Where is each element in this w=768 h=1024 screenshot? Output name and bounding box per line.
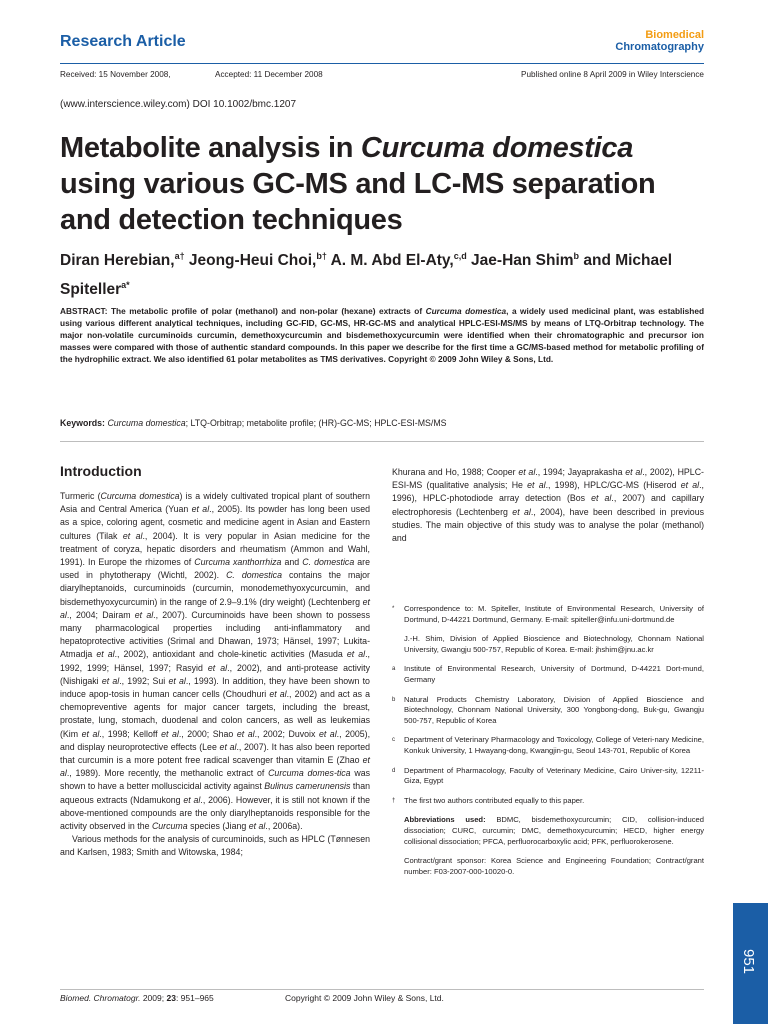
author-affiliation-mark: c,d: [453, 251, 467, 261]
abstract: [60, 305, 704, 365]
article-title: [60, 130, 710, 238]
accepted-date: Accepted: 11 December 2008: [215, 70, 323, 79]
section-divider: [60, 441, 704, 442]
footnote-affiliation-c: [392, 735, 704, 756]
footnote-affiliation-d: [392, 766, 704, 787]
intro-paragraph-continued: Khurana and Ho, 1988; Cooper et al., 1994; Jayaprakasha et al., 2002), HPLC-ESI-MS (qualitative analysis; He et al., 1998), HPLC/GC-MS (Hiserod et al., 1996), HPLC-photodiode array detection (Bos et al., 2007) and capillary electrophoresis (Lechtenberg et al., 2004), have been described in previous studies. The main objective of this study was to analyse the polar (methanol) and: [392, 467, 704, 544]
title-species: Curcuma domestica: [360, 132, 634, 164]
footnote-text: The first two authors contributed equally to this paper.: [404, 795, 585, 805]
body-column-left: [60, 490, 370, 860]
footnote-mark: †: [392, 797, 396, 804]
footnote-text: Correspondence to: M. Spiteller, Institute of Environmental Research, University of Dortmund, D-44221 Dortmund, Germany. E-mail: spiteller@infu.uni-dortmund.de: [404, 604, 704, 624]
footer-copyright: Copyright © 2009 John Wiley & Sons, Ltd.: [285, 993, 444, 1003]
journal-logo: [615, 29, 704, 53]
abstract-species: Curcuma domestica: [425, 306, 507, 316]
footnote-shim: J.-H. Shim, Division of Applied Bioscience and Biotechnology, Chonnam National University, Gwangju 500-757, Republic of Korea. E-mail: jhshim@jnu.ac.kr: [404, 634, 704, 654]
footnote-equal-contribution: [392, 796, 704, 807]
footnote-abbreviations: [392, 815, 704, 847]
intro-paragraph-1: Turmeric (Curcuma domestica) is a widely cultivated tropical plant of southern Asia and Central America (Yuan et al., 2005). Its powder has long been used as a spice, coloring agent, cosmetic and medicine agent in Asian and Eastern cultures (Tilak et al., 2004). It is very popular in Asian medicine for the treatment of coryza, hepatic disorders and rheumatism (Ammon and Wahl, 1991). In Europe the rhizomes of Curcuma xanthorrhiza and C. domestica are used in phytotherapy (Wichtl, 2002). C. domestica contains the major diarylheptanoids, curcuminoids (curcumin, monodemethyoxycurcumin, and bisdemethyoxycurcumin) in the range of 2.9–9.1% (dry weight) (Lechtenberg et al., 2004; Dairam et al., 2007). Curcuminoids have been shown to possess many pharmacological properties including anti-inflammatory and hepatoprotective activities (Srimal and Dhawan, 1973; Hänsel, 1997; Lukita-Atmadja et al., 2002), antioxidant and chole-kinetic activities (Masuda et al., 1992, 1999; Hänsel, 1997; Rasyid et al., 2002), and anti-protease activity (Nishigaki et al., 1992; Sui et al., 1993). In addition, they have been shown to induce apop-tosis in human cancer cells (Choudhuri et al., 2002) and act as a chemopreventive agents for major cancer targets, including the breast, prostate, lung, stomach, duodenal and colon cancers, as well as leukemias (Kim et al., 1998; Kelloff et al., 2000; Shao et al., 2002; Duvoix et al., 2005), and display neuroprotective effects (Lee et al., 2007). It has also been reported that curcumin is a more potent free radical scavenger than vitamin E (Zhao et al., 1989). More recently, the methanolic extract of Curcuma domes-tica was shown to have a better molluscicidal activity against Bulinus camerunensis than aqueous extracts (Ndamukong et al., 2006). However, it is still not known if the above-mentioned compounds are the only diarylheptanoids responsible for the activity observed in the Curcuma species (Jiang et al., 2006a).: [60, 491, 371, 832]
author-affiliation-mark: a*: [121, 280, 130, 290]
doi-line[interactable]: (www.interscience.wiley.com) DOI 10.1002/bmc.1207: [60, 99, 297, 110]
title-part2: using various GC-MS and LC-MS separation and detection techniques: [60, 168, 656, 236]
keywords-label: Keywords:: [60, 418, 105, 428]
footnote-correspondence: [392, 604, 704, 625]
footnotes: [392, 604, 704, 886]
received-date: Received: 15 November 2008,: [60, 70, 171, 79]
footnote-mark: c: [392, 737, 395, 744]
footnote-text: Natural Products Chemistry Laboratory, Division of Applied Bioscience and Biotechnology, Chonnam National University, 300 Yongbong-dong, Buk-gu, Gwangju 500-757, Republic of Korea: [404, 694, 704, 725]
abbreviations-label: Abbreviations used:: [404, 815, 486, 825]
abstract-text: The metabolic profile of polar (methanol) and non-polar (hexane) extracts of: [107, 306, 426, 316]
page-number-tab: [733, 903, 768, 1024]
footnote-text: Institute of Environmental Research, University of Dortmund, D-44221 Dort-mund, Germany: [404, 664, 704, 684]
author-name[interactable]: Jae-Han Shim: [466, 252, 574, 269]
published-date: Published online 8 April 2009 in Wiley Interscience: [521, 70, 704, 79]
abbreviations-text: BDMC, bisdemethoxycurcumin; CID, collision-induced dissociation; CURC, curcumin; DMC, demethoxycurcumin; HECD, higher energy collisional dissociation; PFCA, perfluorocarboxylic acid; PFK, perfluorokerosene.: [404, 815, 705, 846]
page-number: 951: [740, 948, 758, 975]
footnote-affiliation-b: [392, 695, 704, 727]
body-column-right: [392, 466, 704, 545]
author-affiliation-mark: b†: [316, 251, 327, 261]
footer-rule: [60, 989, 704, 990]
footnote-text: Department of Pharmacology, Faculty of Veterinary Medicine, Cairo Univer-sity, 12211-Giza, Egypt: [404, 765, 704, 786]
footnote-mark: d: [392, 767, 396, 774]
footnote-affiliation-a: [392, 664, 704, 685]
author-affiliation-mark: a†: [174, 251, 185, 261]
footer-volume: 23: [166, 993, 176, 1003]
author-name[interactable]: Jeong-Heui Choi,: [184, 252, 317, 269]
footer-year: 2009;: [140, 993, 167, 1003]
title-part1: Metabolite analysis in: [60, 132, 361, 164]
intro-paragraph-2: Various methods for the analysis of curcuminoids, such as HPLC (Tønnesen and Karlsen, 1983; Smith and Witowska, 1984;: [60, 834, 370, 858]
abstract-text: , a widely used medicinal plant, was established using various different analytical techniques, including GC-FID, GC-MS, HR-GC-MS and analytical HPLC-ESI-MS/MS by means of LTQ-Orbitrap technology. The major non-volatile curcuminoids curcumin, demethoxycurcumin and bisdemethoxycurcumin were identified when their chromatographic and precursor ion masses were compared with those of authentic standard compounds. In this paper we describe for the first time a GC/MS-based method for metabolic profiling of the hydrophilic extract. We also identified 61 polar metabolites as TMS derivatives. Copyright © 2009 John Wiley & Sons, Ltd.: [60, 306, 705, 364]
author-affiliation-mark: b: [573, 251, 580, 261]
header-rule: [60, 63, 704, 64]
footnote-mark: b: [392, 696, 396, 703]
journal-name-line1: Biomedical: [645, 29, 704, 41]
footer-citation: [60, 993, 214, 1003]
footnote-mark: *: [392, 606, 395, 612]
footnote-grant: Contract/grant sponsor: Korea Science and Engineering Foundation; Contract/grant number: F03-2007-000-10020-0.: [404, 856, 704, 876]
abstract-label: ABSTRACT:: [60, 306, 108, 316]
author-name[interactable]: A. M. Abd El-Aty,: [326, 252, 454, 269]
introduction-heading: Introduction: [60, 463, 142, 479]
footer-journal: Biomed. Chromatogr.: [60, 993, 141, 1003]
section-label: Research Article: [60, 33, 186, 50]
footnote-text: Department of Veterinary Pharmacology and Toxicology, College of Veteri-nary Medicine, Konkuk University, 1 Hwayang-dong, Kwangjin-gu, Seoul 143-701, Republic of Korea: [404, 735, 704, 755]
keywords: [60, 418, 704, 428]
author-name[interactable]: and Michael Spiteller: [60, 252, 673, 298]
footnote-mark: a: [392, 666, 396, 673]
author-name[interactable]: Diran Herebian,: [60, 252, 175, 269]
keyword-species: Curcuma domestica: [107, 418, 186, 428]
author-list: [60, 244, 720, 302]
journal-name-line2: Chromatography: [615, 41, 704, 53]
keywords-text: ; LTQ-Orbitrap; metabolite profile; (HR)-GC-MS; HPLC-ESI-MS/MS: [185, 418, 447, 428]
footer-pages: : 951–965: [175, 993, 214, 1003]
